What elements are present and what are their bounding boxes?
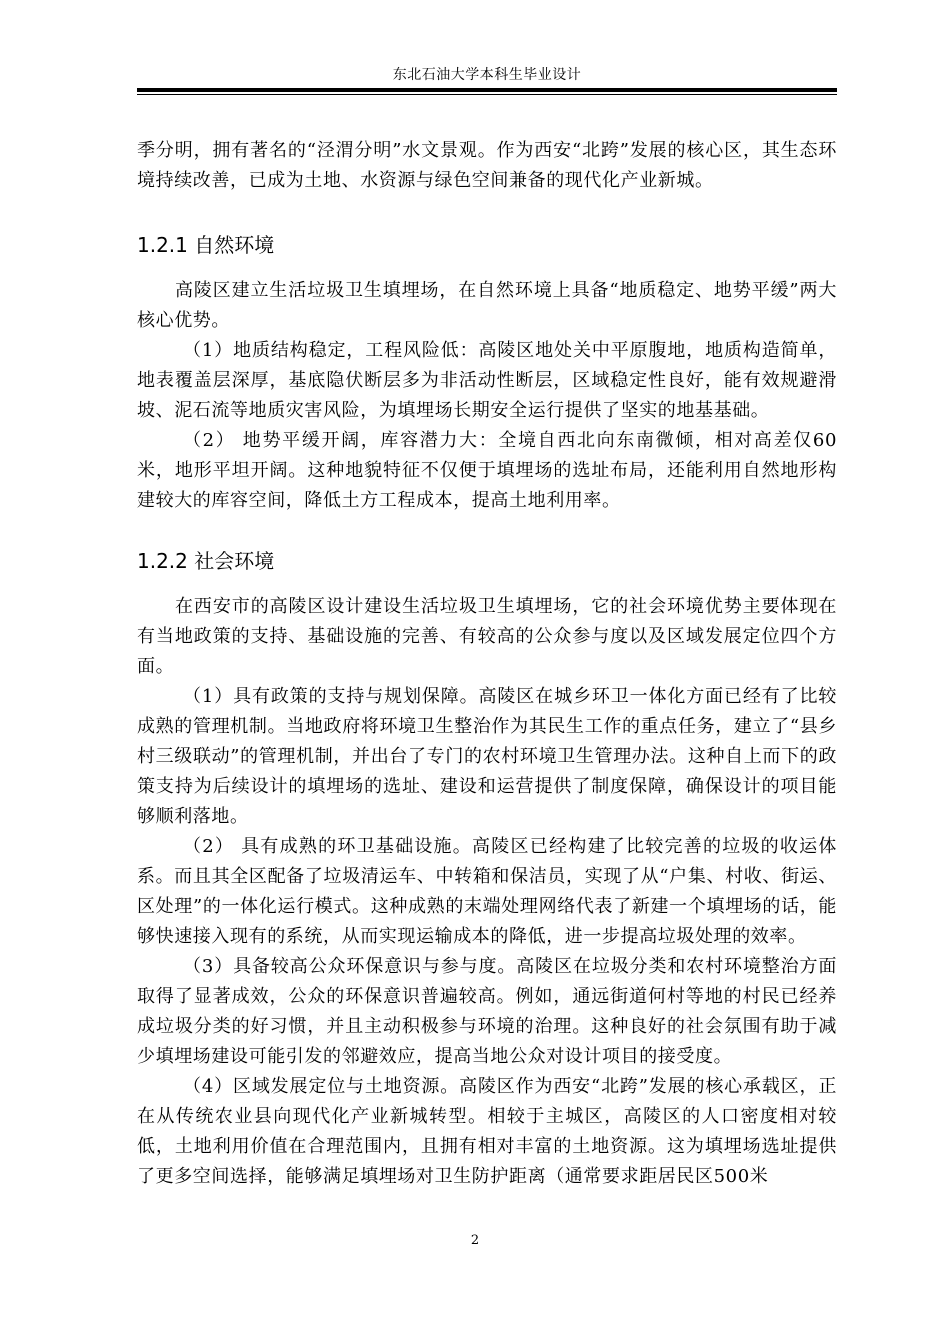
page-number: 2: [470, 1233, 480, 1248]
paragraph: （4）区域发展定位与土地资源。高陵区作为西安“北跨”发展的核心承载区，正在从传统农业县向现代化产业新城转型。相较于主城区，高陵区的人口密度相对较低，土地利用价值在合理范围内，且拥有相对丰富的土地资源。这为填埋场选址提供了更多空间选择，能够满足填埋场对卫生防护距离（通常要求距居民区500米: [137, 1076, 837, 1187]
intro-paragraph: 季分明，拥有著名的“泾渭分明”水文景观。作为西安“北跨”发展的核心区，其生态环境持续改善，已成为土地、水资源与绿色空间兼备的现代化产业新城。: [137, 140, 837, 191]
section-heading-natural: 1.2.1 自然环境: [137, 233, 275, 257]
paragraph: （2） 具有成熟的环卫基础设施。高陵区已经构建了比较完善的垃圾的收运体系。而且其全区配备了垃圾清运车、中转箱和保洁员，实现了从“户集、村收、街运、区处理”的一体化运行模式。这种成熟的末端处理网络代表了新建一个填埋场的话，能够快速接入现有的系统，从而实现运输成本的降低，进一步提高垃圾处理的效率。: [137, 836, 837, 947]
paragraph: （1）具有政策的支持与规划保障。高陵区在城乡环卫一体化方面已经有了比较成熟的管理机制。当地政府将环境卫生整治作为其民生工作的重点任务，建立了“县乡村三级联动”的管理机制，并出台了专门的农村环境卫生管理办法。这种自上而下的政策支持为后续设计的填埋场的选址、建设和运营提供了制度保障，确保设计的项目能够顺利落地。: [137, 686, 837, 827]
running-header: 东北石油大学本科生毕业设计: [392, 67, 582, 83]
header-rule-thick: [137, 88, 837, 92]
paragraph: （3）具备较高公众环保意识与参与度。高陵区在垃圾分类和农村环境整治方面取得了显著成效，公众的环保意识普遍较高。例如，通远街道何村等地的村民已经养成垃圾分类的好习惯，并且主动积极参与环境的治理。这种良好的社会氛围有助于减少填埋场建设可能引发的邻避效应，提高当地公众对设计项目的接受度。: [137, 956, 837, 1067]
paragraph: （2） 地势平缓开阔，库容潜力大：全境自西北向东南微倾，相对高差仅60米，地形平坦开阔。这种地貌特征不仅便于填埋场的选址布局，还能利用自然地形构建较大的库容空间，降低土方工程成本，提高土地利用率。: [137, 430, 837, 511]
paragraph: （1）地质结构稳定，工程风险低：高陵区地处关中平原腹地，地质构造简单，地表覆盖层深厚，基底隐伏断层多为非活动性断层，区域稳定性良好，能有效规避滑坡、泥石流等地质灾害风险，为填埋场长期安全运行提供了坚实的地基基础。: [137, 340, 837, 421]
paragraph: 高陵区建立生活垃圾卫生填埋场，在自然环境上具备“地质稳定、地势平缓”两大核心优势。: [137, 280, 837, 331]
section-social-body: [137, 592, 837, 1192]
section-natural-body: [137, 276, 837, 516]
intro-block: [137, 136, 837, 196]
paragraph: 在西安市的高陵区设计建设生活垃圾卫生填埋场，它的社会环境优势主要体现在有当地政策的支持、基础设施的完善、有较高的公众参与度以及区域发展定位四个方面。: [137, 596, 837, 677]
header-rule-thin: [137, 94, 837, 95]
section-heading-social: 1.2.2 社会环境: [137, 549, 275, 573]
